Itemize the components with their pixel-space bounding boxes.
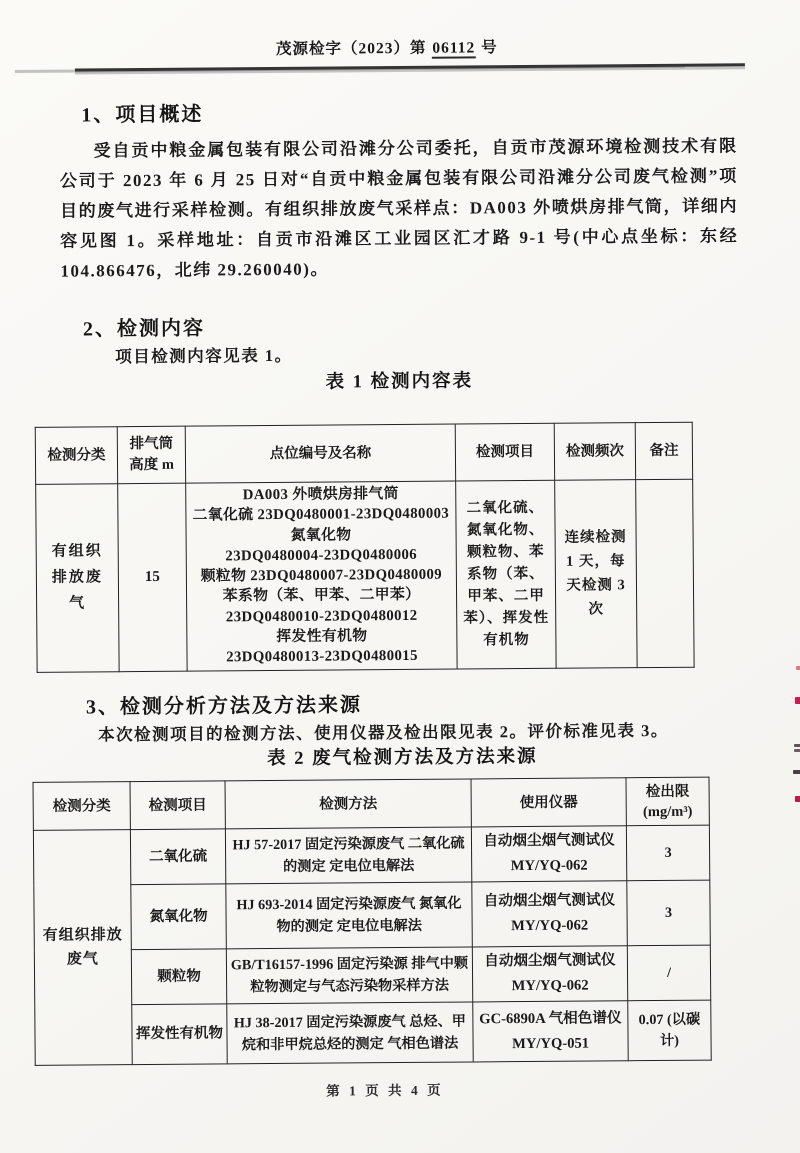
table1-data-row	[36, 479, 694, 672]
table1-detection-content	[35, 422, 695, 673]
t1-cell-stack-height: 15	[118, 483, 187, 671]
table1-header-row	[35, 422, 692, 484]
t2-cell-instrument: GC-6890A 气相色谱仪 MY/YQ-051	[473, 1001, 628, 1062]
t2-cell-method: HJ 57-2017 固定污染源废气 二氧化硫的测定 定电位电解法	[225, 827, 471, 884]
table1-caption: 表 1 检测内容表	[325, 371, 474, 393]
doc-number	[0, 33, 777, 61]
t2-cell-method: HJ 693-2014 固定污染源废气 氮氧化物的测定 定电位电解法	[226, 882, 473, 949]
header-divider	[75, 63, 745, 71]
doc-number-value: 06112	[431, 39, 476, 58]
t2-header-instrument: 使用仪器	[471, 778, 626, 827]
t1-cell-remark	[636, 479, 694, 667]
t2-header-item: 检测项目	[130, 781, 225, 830]
table2-row-particulate	[34, 945, 710, 1005]
table2-row-nox	[34, 880, 710, 950]
t2-cell-limit: 3	[626, 825, 709, 881]
t2-header-category: 检测分类	[33, 782, 130, 831]
section-1-paragraph: 受自贡中粮金属包装有限公司沿滩分公司委托，自贡市茂源环境检测技术有限公司于 2023 年 6 月 25 日对“自贡中粮金属包装有限公司沿滩分公司废气检测”项目的废气进行采样检测。有组织排放废气采样点：DA003 外喷烘房排气筒，详细内容见图 1。采样地址：自贡市沿滩区工业园区汇才路 9-1 号(中心点坐标：东经 104.866476，北纬 29.260040)。	[59, 136, 739, 281]
t2-cell-instrument: 自动烟尘烟气测试仪 MY/YQ-062	[472, 946, 627, 1002]
t2-cell-limit: 0.07 (以碳计)	[628, 1000, 711, 1061]
t1-cell-point: DA003 外喷烘房排气筒 二氧化硫 23DQ0480001-23DQ0480003 氮氧化物 23DQ0480004-23DQ0480006 颗粒物 23DQ0480007-23DQ0480009 苯系物（苯、甲苯、二甲苯） 23DQ0480010-23DQ0480012 挥发性有机物 23DQ0480013-23DQ0480015	[186, 481, 457, 671]
section-3-heading: 3、检测分析方法及方法来源	[85, 694, 363, 719]
table2-caption: 表 2 废气检测方法及方法来源	[266, 746, 538, 770]
section-3-intro: 本次检测项目的检测方法、使用仪器及检出限见表 2。评价标准见表 3。	[98, 720, 669, 745]
table2-methods	[33, 777, 712, 1066]
doc-number-suffix: 号	[476, 39, 498, 57]
page-footer: 第 1 页 共 4 页	[326, 1082, 444, 1099]
t2-cell-instrument: 自动烟尘烟气测试仪 MY/YQ-062	[471, 826, 626, 882]
t1-header-items: 检测项目	[455, 423, 554, 481]
t2-cell-item: 颗粒物	[131, 949, 226, 1005]
gray-edge-mark	[794, 744, 800, 747]
t2-cell-item: 氮氧化物	[131, 884, 227, 950]
t2-cell-limit: /	[627, 945, 710, 1001]
t1-cell-category: 有组织 排放废 气	[36, 484, 119, 672]
section-1-heading: 1、项目概述	[81, 103, 204, 127]
t2-cell-method: GB/T16157-1996 固定污染源 排气中颗粒物测定与气态污染物采样方法	[226, 947, 472, 1004]
table2-header-row	[33, 777, 709, 830]
table2-row-voc	[35, 1000, 711, 1065]
t2-cell-instrument: 自动烟尘烟气测试仪 MY/YQ-062	[472, 881, 628, 947]
t2-cell-item: 挥发性有机物	[132, 1004, 227, 1065]
t2-cell-limit: 3	[627, 880, 711, 946]
section-2-intro: 项目检测内容见表 1。	[115, 345, 293, 367]
t2-header-limit: 检出限 (mg/m³)	[626, 777, 709, 826]
t2-cell-category: 有组织排放 废气	[33, 830, 132, 1066]
t1-header-stack-height: 排气筒 高度 m	[117, 426, 185, 484]
t1-header-point: 点位编号及名称	[185, 424, 455, 483]
t1-header-frequency: 检测频次	[554, 423, 635, 481]
t2-cell-method: HJ 38-2017 固定污染源废气 总烃、甲烷和非甲烷总烃的测定 气相色谱法	[227, 1002, 473, 1064]
red-edge-mark	[795, 796, 800, 802]
t1-cell-frequency: 连续检测 1 天，每天检测 3 次	[555, 480, 637, 668]
red-edge-mark	[795, 697, 800, 704]
doc-number-prefix: 茂源检字（2023）第	[275, 39, 432, 58]
gray-edge-mark	[793, 770, 800, 774]
t1-cell-items: 二氧化硫、氮氧化物、颗粒物、苯系物（苯、甲苯、二甲苯）、挥发性有机物	[456, 480, 556, 668]
t1-header-category: 检测分类	[35, 427, 117, 485]
t2-header-method: 检测方法	[225, 779, 471, 829]
red-edge-mark	[796, 666, 800, 670]
table2-row-so2	[33, 825, 709, 885]
t1-header-remark: 备注	[635, 422, 692, 479]
t2-cell-item: 二氧化硫	[130, 829, 225, 885]
section-2-heading: 2、检测内容	[82, 317, 206, 341]
